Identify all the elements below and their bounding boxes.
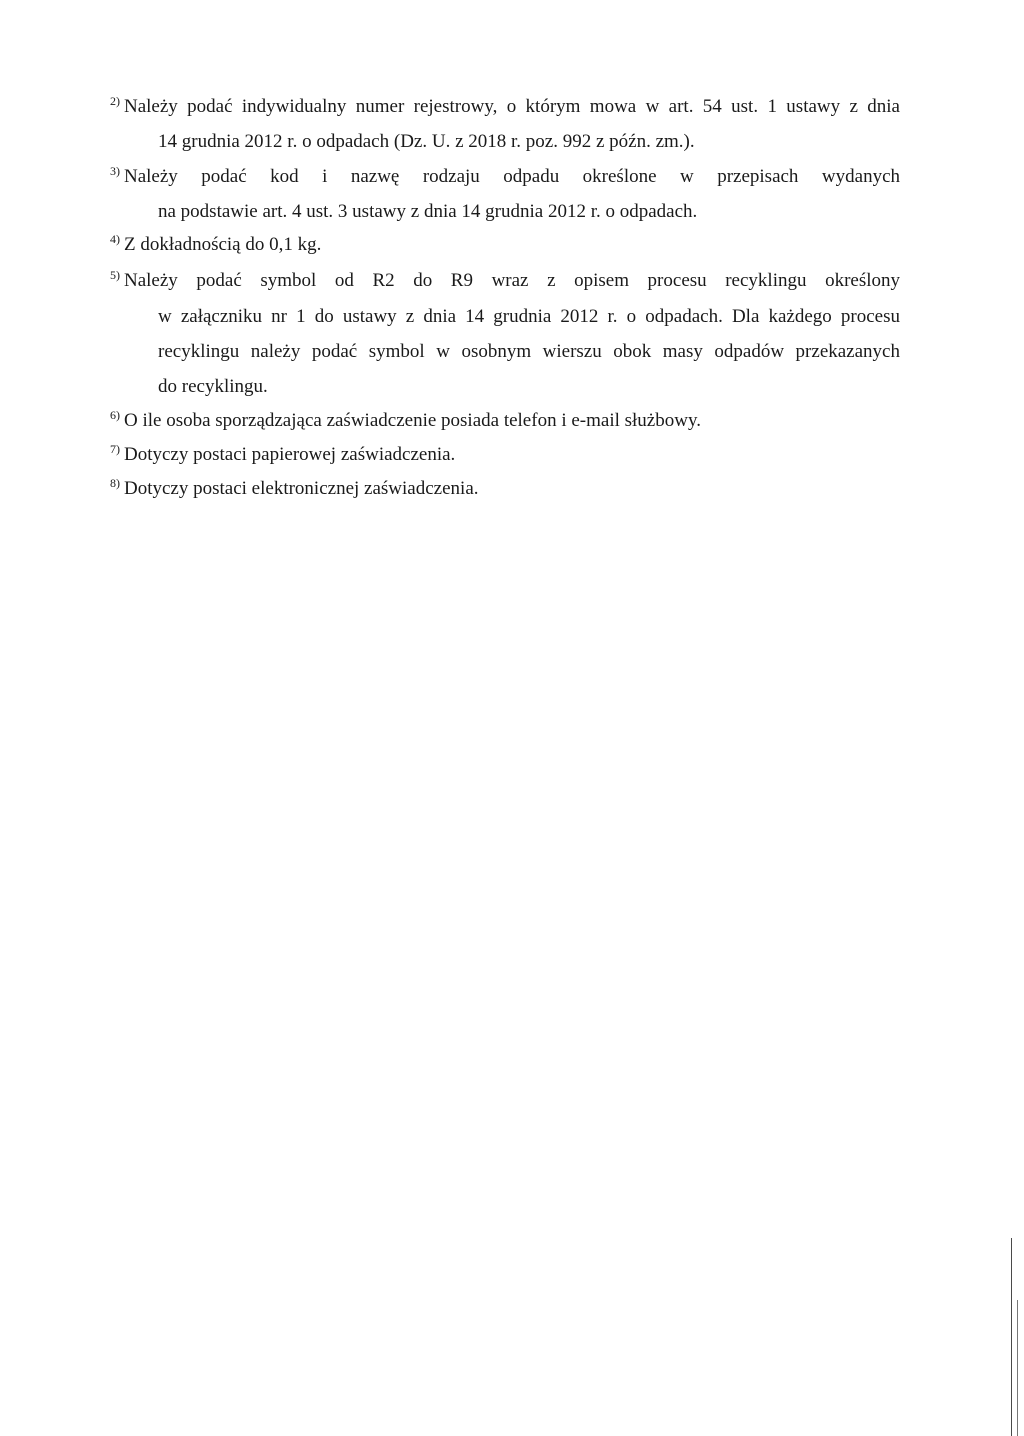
footnote-5-line-4: do recyklingu. xyxy=(158,376,268,397)
footnote-3-line-2: na podstawie art. 4 ust. 3 ustawy z dnia 14 grudnia 2012 r. o odpadach. xyxy=(158,201,698,222)
footnote-2-line-1: $^{2)}$ Należy podać indywidualny numer rejestrowy, o którym mowa w art. 54 ust. 1 ustawy z dnia xyxy=(110,94,900,117)
footnote-7-line-1: $^{7)}$ Dotyczy postaci papierowej zaświadczenia. xyxy=(110,442,456,465)
footnote-6 xyxy=(110,404,900,439)
footnote-8 xyxy=(110,472,900,507)
footnote-3 xyxy=(110,160,900,228)
footnote-3-marker: 3) xyxy=(110,164,120,178)
footnote-2 xyxy=(110,90,900,158)
footnote-2-line-2: 14 grudnia 2012 r. o odpadach (Dz. U. z 2018 r. poz. 992 z późn. zm.). xyxy=(158,131,695,152)
footnote-5-line-2: w załączniku nr 1 do ustawy z dnia 14 grudnia 2012 r. o odpadach. Dla każdego procesu xyxy=(158,306,900,327)
footnote-8-line-1: $^{8)}$ Dotyczy postaci elektronicznej zaświadczenia. xyxy=(110,476,479,499)
footnote-2-marker: 2) xyxy=(110,94,120,108)
footnote-7-marker: 7) xyxy=(110,442,120,456)
scan-edge-mark xyxy=(1017,1300,1018,1436)
footnote-5-marker: 5) xyxy=(110,268,120,282)
footnote-7 xyxy=(110,438,900,473)
footnote-5-line-3: recyklingu należy podać symbol w osobnym wierszu obok masy odpadów przekazanych xyxy=(158,341,900,362)
footnote-3-line-1: $^{3)}$ Należy podać kod i nazwę rodzaju odpadu określone w przepisach wydanych xyxy=(110,164,900,187)
scan-edge-mark xyxy=(1011,1238,1012,1436)
footnote-6-line-1: $^{6)}$ O ile osoba sporządzająca zaświadczenie posiada telefon i e-mail służbowy. xyxy=(110,408,701,431)
footnote-4-line-1: $^{4)}$ Z dokładnością do 0,1 kg. xyxy=(110,232,322,255)
footnote-8-marker: 8) xyxy=(110,476,120,490)
footnote-6-marker: 6) xyxy=(110,408,120,422)
footnote-4 xyxy=(110,228,900,263)
footnote-4-marker: 4) xyxy=(110,232,120,246)
footnote-5 xyxy=(110,264,900,404)
footnote-5-line-1: $^{5)}$ Należy podać symbol od R2 do R9 wraz z opisem procesu recyklingu określony xyxy=(110,268,900,291)
